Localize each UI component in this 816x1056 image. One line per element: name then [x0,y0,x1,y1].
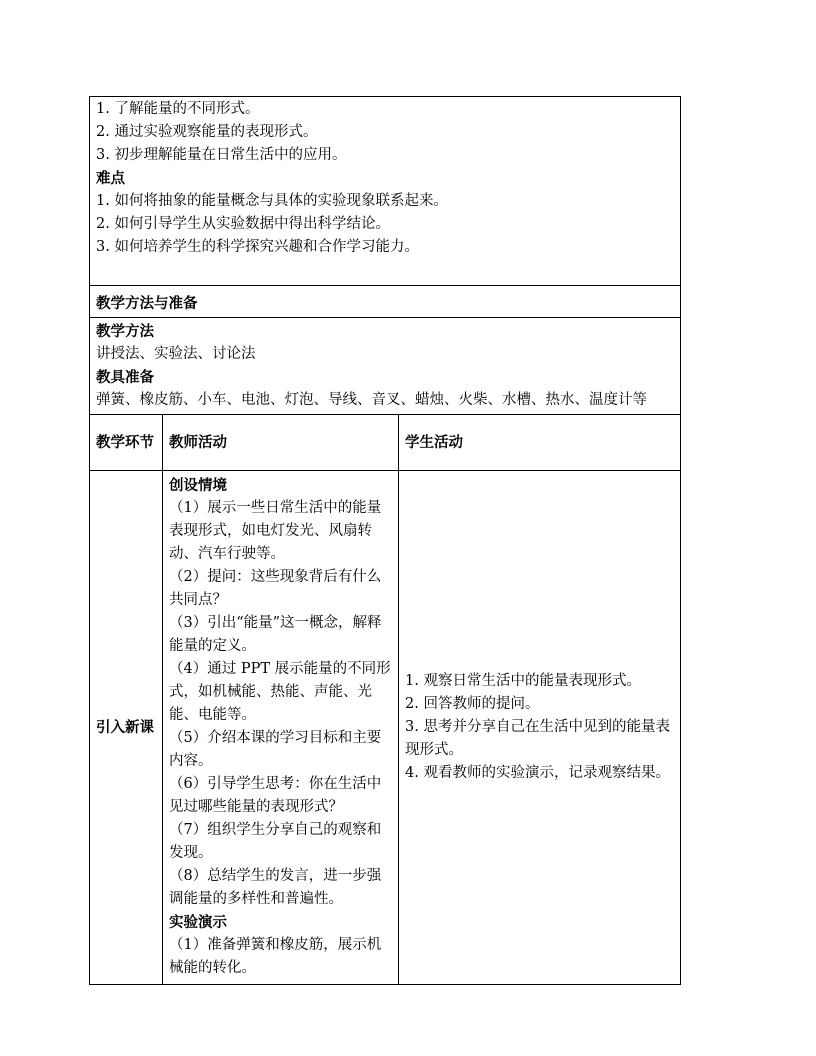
tools-subheading: 教具准备 [96,369,154,386]
section-heading: 教学方法与准备 [96,295,198,312]
stage-cell: 引入新课 [90,471,163,985]
methods-text: 讲授法、实验法、讨论法 [96,346,256,362]
teacher-item: （8）总结学生的发言，进一步强调能量的多样性和普遍性。 [169,868,382,907]
table-row [90,471,681,985]
lesson-plan-table [89,96,681,985]
teacher-activity-cell [163,471,399,985]
teacher-heading: 实验演示 [169,914,227,931]
difficulty-item: 2. 如何引导学生从实验数据中得出科学结论。 [96,216,390,232]
methods-content-row [90,318,681,415]
blank-line [96,259,674,282]
objectives-cell [90,97,681,286]
teacher-item: （2）提问：这些现象背后有什么共同点？ [169,569,382,608]
teacher-item: （5）介绍本课的学习目标和主要内容。 [169,730,382,769]
methods-content-cell [90,318,681,415]
teacher-item: （6）引导学生思考：你在生活中见过哪些能量的表现形式？ [169,776,382,815]
objective-item: 2. 通过实验观察能量的表现形式。 [96,124,318,140]
objectives-row [90,97,681,286]
objective-item: 3. 初步理解能量在日常生活中的应用。 [96,147,347,163]
student-item: 1. 观察日常生活中的能量表现形式。 [405,673,641,689]
methods-heading-row [90,286,681,318]
student-item: 4. 观看教师的实验演示，记录观察结果。 [405,765,670,781]
header-stage: 教学环节 [90,415,163,471]
difficulty-heading: 难点 [96,170,125,187]
teacher-item: （1）展示一些日常生活中的能量表现形式，如电灯发光、风扇转动、汽车行驶等。 [169,500,382,562]
teacher-item: （1）准备弹簧和橡皮筋，展示机械能的转化。 [169,937,382,976]
teacher-item: （4）通过 PPT 展示能量的不同形式，如机械能、热能、声能、光能、电能等。 [169,661,391,723]
difficulty-item: 3. 如何培养学生的科学探究兴趣和合作学习能力。 [96,239,419,255]
tools-text: 弹簧、橡皮筋、小车、电池、灯泡、导线、音叉、蜡烛、火柴、水槽、热水、温度计等 [96,392,647,408]
header-teacher: 教师活动 [163,415,399,471]
objective-item: 1. 了解能量的不同形式。 [96,101,260,117]
methods-heading-cell [90,286,681,318]
teacher-item: （3）引出“能量”这一概念，解释能量的定义。 [169,615,382,654]
header-student: 学生活动 [399,415,681,471]
difficulty-item: 1. 如何将抽象的能量概念与具体的实验现象联系起来。 [96,193,448,209]
table-header-row [90,415,681,471]
methods-subheading: 教学方法 [96,323,154,340]
teacher-heading: 创设情境 [169,477,227,494]
student-activity-cell [399,471,681,985]
teacher-item: （7）组织学生分享自己的观察和发现。 [169,822,382,861]
student-item: 2. 回答教师的提问。 [405,696,540,712]
student-item: 3. 思考并分享自己在生活中见到的能量表现形式。 [405,719,670,758]
